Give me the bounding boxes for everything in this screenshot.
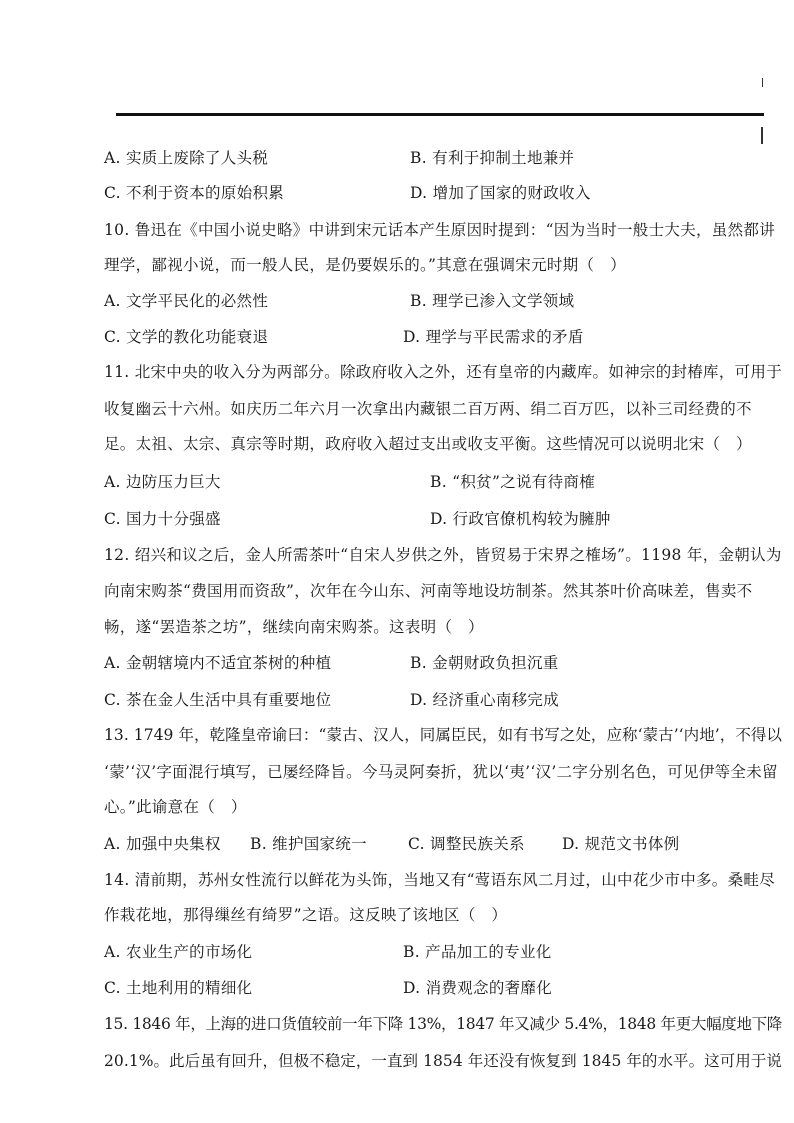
q13-stem-line: 13. 1749 年，乾隆皇帝谕曰：“蒙古、汉人，同属臣民，如有书写之处，应称‘蒙古’‘内地’，不得以	[104, 726, 782, 744]
q12-stem-line: 向南宋购茶“费国用而资敌”，次年在今山东、河南等地设坊制茶。然其茶叶价高味差，售卖不	[104, 582, 753, 600]
q13-option-a[interactable]: A. 加强中央集权	[104, 835, 221, 853]
q12-option-c[interactable]: C. 茶在金人生活中具有重要地位	[104, 691, 332, 709]
q13-stem-line: 心。”此谕意在（ ）	[104, 798, 247, 816]
q11-stem-line: 足。太祖、太宗、真宗等时期，政府收入超过支出或收支平衡。这些情况可以说明北宋（ ）	[104, 435, 752, 453]
q14-option-a[interactable]: A. 农业生产的市场化	[104, 943, 253, 961]
q10-option-b[interactable]: B. 理学已渗入文学领域	[410, 292, 575, 310]
q15-stem-line: 20.1%。此后虽有回升，但极不稳定，一直到 1854 年还没有恢复到 1845 年的水平。这可用于说	[104, 1052, 782, 1070]
q9-option-c[interactable]: C. 不利于资本的原始积累	[104, 184, 285, 202]
q12-option-a[interactable]: A. 金朝辖境内不适宜茶树的种植	[104, 654, 332, 672]
q11-stem-line: 收复幽云十六州。如庆历二年六月一次拿出内藏银二百万两、绢二百万匹，以补三司经费的不	[104, 400, 752, 418]
q13-option-d[interactable]: D. 规范文书体例	[562, 835, 680, 853]
q12-option-d[interactable]: D. 经济重心南移完成	[410, 691, 560, 709]
q14-option-d[interactable]: D. 消费观念的奢靡化	[403, 979, 553, 997]
q14-stem-line: 作栽花地，那得缫丝有绮罗”之语。这反映了该地区（ ）	[104, 906, 508, 924]
q14-stem-line: 14. 清前期，苏州女性流行以鲜花为头饰，当地又有“莺语东风二月过，山中花少市中多。桑畦尽	[104, 871, 776, 889]
q15-stem-line: 15. 1846 年，上海的进口货值较前一年下降 13%，1847 年又减少 5.4%，1848 年更大幅度地下降	[104, 1015, 782, 1033]
q10-stem-line: 理学，鄙视小说，而一般人民，是仍要娱乐的。”其意在强调宋元时期（ ）	[104, 256, 626, 274]
q14-option-c[interactable]: C. 土地利用的精细化	[104, 979, 253, 997]
q11-option-b[interactable]: B. “积贫”之说有待商榷	[430, 473, 595, 491]
q13-option-b[interactable]: B. 维护国家统一	[250, 835, 367, 853]
q12-option-b[interactable]: B. 金朝财政负担沉重	[410, 654, 559, 672]
q13-option-c[interactable]: C. 调整民族关系	[408, 835, 525, 853]
q10-option-d[interactable]: D. 理学与平民需求的矛盾	[403, 328, 584, 346]
margin-mark	[761, 127, 763, 144]
q9-option-d[interactable]: D. 增加了国家的财政收入	[410, 184, 591, 202]
q9-option-b[interactable]: B. 有利于抑制土地兼并	[410, 149, 575, 167]
q10-option-c[interactable]: C. 文学的教化功能衰退	[104, 328, 269, 346]
q12-stem-line: 12. 绍兴和议之后，金人所需茶叶“自宋人岁供之外，皆贸易于宋界之榷场”。1198 年，金朝认为	[104, 546, 782, 564]
margin-mark	[762, 78, 763, 87]
header-rule	[116, 113, 764, 116]
q11-stem-line: 11. 北宋中央的收入分为两部分。除政府收入之外，还有皇帝的内藏库。如神宗的封椿库，可用于	[104, 363, 782, 381]
q12-stem-line: 畅，遂“罢造茶之坊”，继续向南宋购茶。这表明（ ）	[104, 618, 484, 636]
q11-option-d[interactable]: D. 行政官僚机构较为臃肿	[430, 510, 611, 528]
q10-option-a[interactable]: A. 文学平民化的必然性	[104, 292, 269, 310]
q13-stem-line: ‘蒙’‘汉’字面混行填写，已屡经降旨。今马灵阿奏折，犹以‘夷’‘汉’二字分别名色，可见伊等全未留	[104, 763, 778, 781]
q10-stem-line: 10. 鲁迅在《中国小说史略》中讲到宋元话本产生原因时提到：“因为当时一般士大夫，虽然都讲	[104, 221, 776, 239]
q14-option-b[interactable]: B. 产品加工的专业化	[403, 943, 552, 961]
q9-option-a[interactable]: A. 实质上废除了人头税	[104, 149, 269, 167]
q11-option-c[interactable]: C. 国力十分强盛	[104, 510, 221, 528]
q11-option-a[interactable]: A. 边防压力巨大	[104, 473, 221, 491]
